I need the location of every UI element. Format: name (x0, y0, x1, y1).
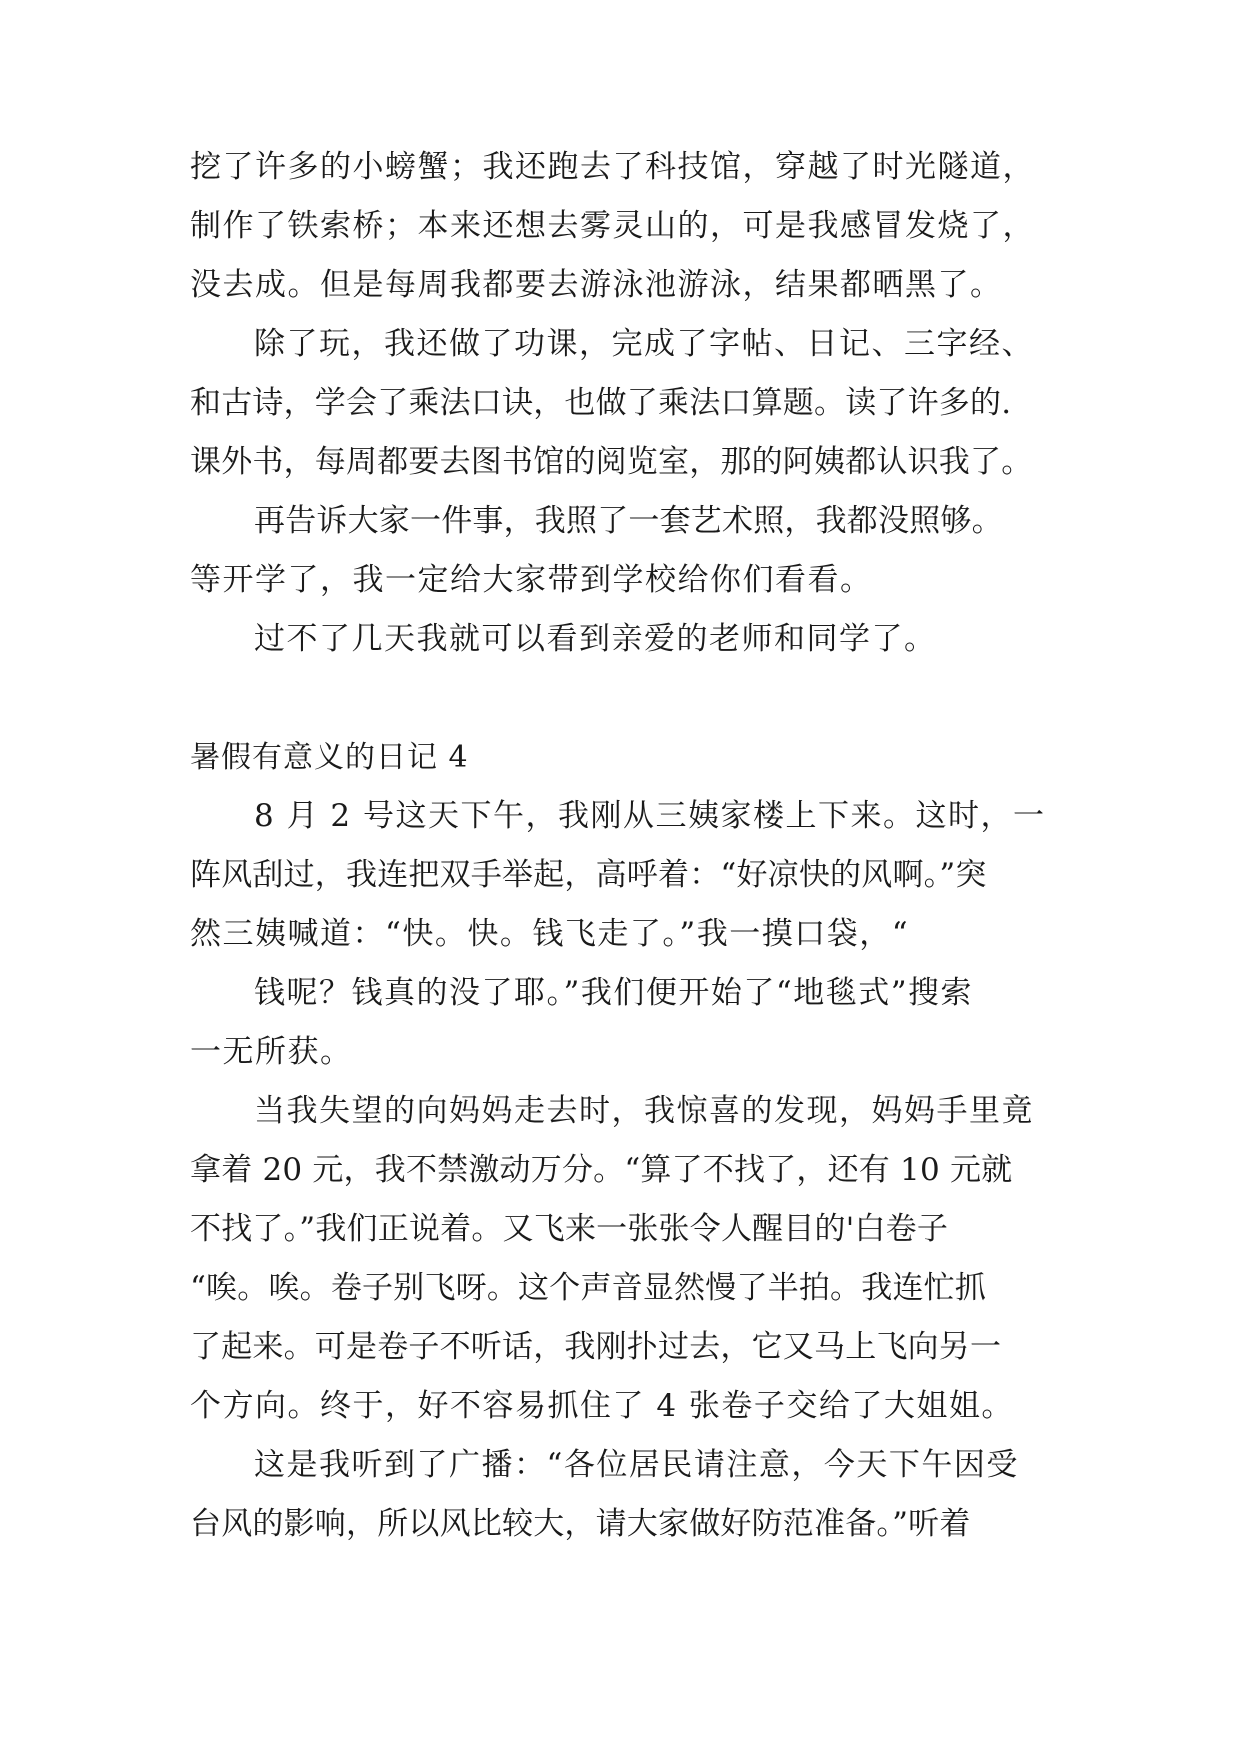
paragraph-line: 过不了几天我就可以看到亲爱的老师和同学了。 (254, 621, 937, 657)
paragraph-line: 挖了许多的小螃蟹；我还跑去了科技馆，穿越了时光隧道， (190, 149, 1035, 185)
paragraph-line: 拿着 20 元，我不禁激动万分。“算了不找了，还有 10 元就 (190, 1152, 1013, 1188)
paragraph-line: 个方向。终于，好不容易抓住了 4 张卷子交给了大姐姐。 (190, 1388, 1014, 1424)
section-heading (190, 728, 1070, 787)
paragraph-line: 了起来。可是卷子不听话，我刚扑过去，它又马上飞向另一 (190, 1329, 1002, 1365)
paragraph-line: 再告诉大家一件事，我照了一套艺术照，我都没照够。 (254, 503, 1003, 539)
paragraph-line: 这是我听到了广播：“各位居民请注意，今天下午因受 (254, 1447, 1019, 1483)
paragraph-line: 制作了铁索桥；本来还想去雾灵山的，可是我感冒发烧了， (190, 208, 1035, 244)
paragraph-line: 阵风刮过，我连把双手举起，高呼着：“好凉快的风啊。”突 (190, 857, 987, 893)
diary-part-2 (190, 787, 1070, 1554)
paragraph-line: 然三姨喊道：“快。快。钱飞走了。”我一摸口袋，“ (190, 916, 910, 952)
diary-part-1 (190, 138, 1070, 669)
paragraph-line: 没去成。但是每周我都要去游泳池游泳，结果都晒黑了。 (190, 267, 1003, 303)
paragraph-line: 等开学了，我一定给大家带到学校给你们看看。 (190, 562, 873, 598)
paragraph-line: “唉。唉。卷子别飞呀。这个声音显然慢了半拍。我连忙抓 (190, 1270, 987, 1306)
paragraph-line: 当我失望的向妈妈走去时，我惊喜的发现，妈妈手里竟 (254, 1093, 1034, 1129)
paragraph-line: 不找了。”我们正说着。又飞来一张张令人醒目的'白卷子 (190, 1211, 949, 1247)
paragraph-line: 课外书，每周都要去图书馆的阅览室，那的阿姨都认识我了。 (190, 444, 1033, 480)
paragraph-line: 8 月 2 号这天下午，我刚从三姨家楼上下来。这时，一 (254, 798, 1046, 834)
paragraph-line: 一无所获。 (190, 1034, 353, 1070)
paragraph-line: 除了玩，我还做了功课，完成了字帖、日记、三字经、 (254, 326, 1034, 362)
paragraph-line: 和古诗，学会了乘法口诀，也做了乘法口算题。读了许多的. (190, 385, 1012, 421)
paragraph-line: 钱呢？钱真的没了耶。”我们便开始了“地毯式”搜索 (254, 975, 974, 1011)
section-title: 暑假有意义的日记 4 (190, 740, 469, 775)
paragraph-line: 台风的影响，所以风比较大，请大家做好防范准备。”听着 (190, 1506, 971, 1542)
